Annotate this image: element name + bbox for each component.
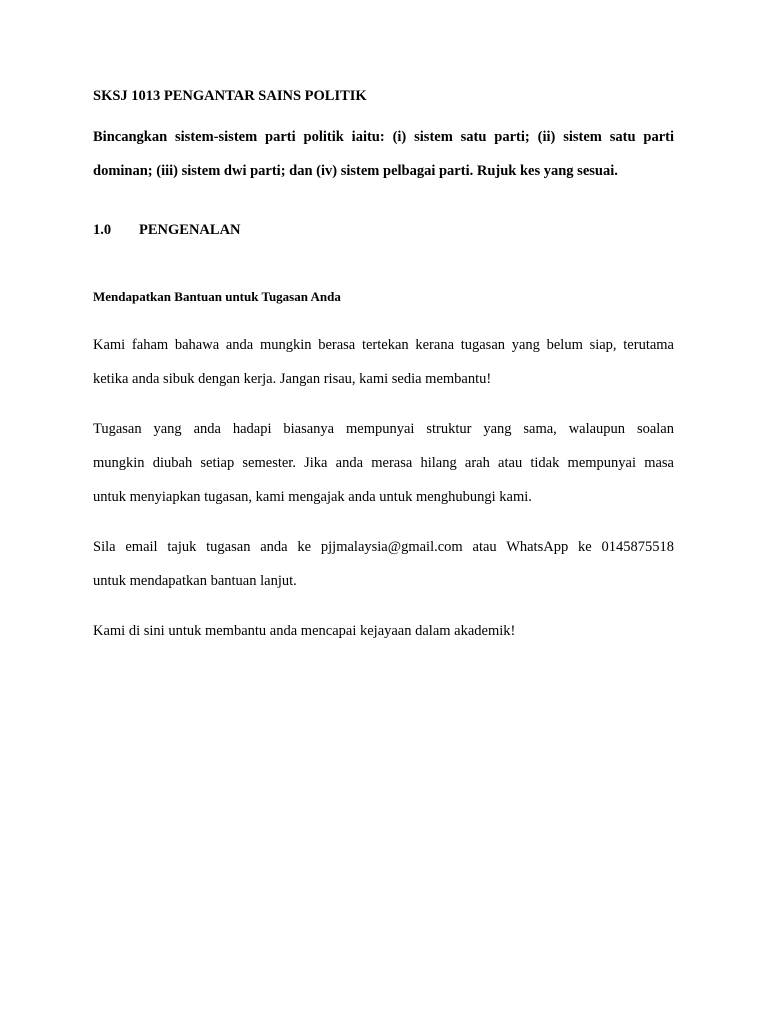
paragraph-line: Kami faham bahawa anda mungkin berasa tertekan kerana tugasan yang belum siap, terutama (93, 337, 674, 353)
paragraph-1 (93, 328, 674, 396)
paragraph-4 (93, 614, 674, 648)
paragraph-line: ketika anda sibuk dengan kerja. Jangan risau, kami sedia membantu! (93, 371, 492, 387)
subheading: Mendapatkan Bantuan untuk Tugasan Anda (93, 289, 341, 304)
paragraph-line: untuk mendapatkan bantuan lanjut. (93, 573, 297, 589)
section-number: 1.0 (93, 222, 112, 238)
paragraph-2 (93, 412, 674, 514)
paragraph-line: Kami di sini untuk membantu anda mencapai kejayaan dalam akademik! (93, 623, 516, 639)
question-line-1: Bincangkan sistem-sistem parti politik iaitu: (i) sistem satu parti; (ii) sistem satu parti (93, 129, 674, 145)
section-heading (93, 221, 241, 239)
paragraph-3 (93, 530, 674, 598)
document-title: SKSJ 1013 PENGANTAR SAINS POLITIK (93, 88, 367, 104)
assignment-question (93, 120, 674, 188)
question-line-2: dominan; (iii) sistem dwi parti; dan (iv) sistem pelbagai parti. Rujuk kes yang sesuai. (93, 163, 618, 179)
section-title: PENGENALAN (139, 222, 241, 238)
paragraph-line: Tugasan yang anda hadapi biasanya mempunyai struktur yang sama, walaupun soalan (93, 421, 674, 437)
paragraph-line: untuk menyiapkan tugasan, kami mengajak anda untuk menghubungi kami. (93, 489, 532, 505)
paragraph-line: Sila email tajuk tugasan anda ke pjjmalaysia@gmail.com atau WhatsApp ke 0145875518 (93, 539, 674, 555)
paragraph-line: mungkin diubah setiap semester. Jika anda merasa hilang arah atau tidak mempunyai masa (93, 455, 674, 471)
